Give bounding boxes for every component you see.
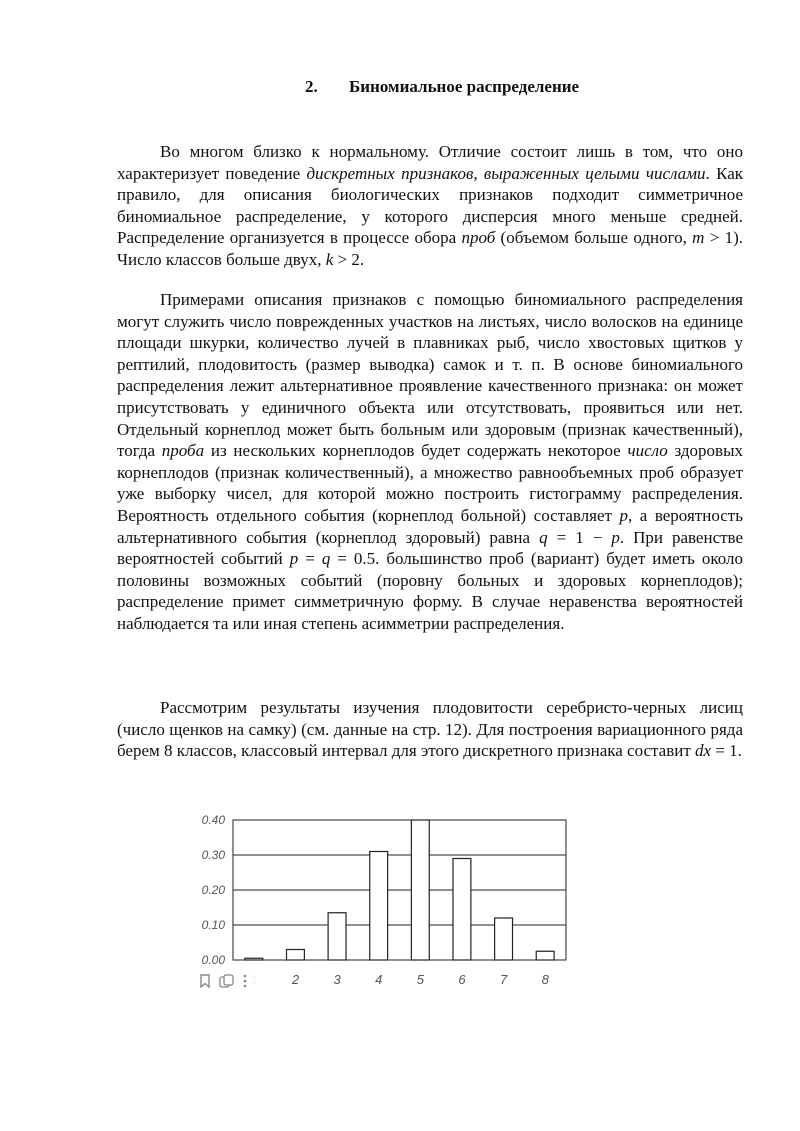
italic-term: проб bbox=[461, 228, 496, 248]
italic-term: dx bbox=[695, 741, 712, 761]
x-tick-label: 3 bbox=[333, 972, 341, 987]
text-run: = bbox=[298, 549, 322, 569]
text-run: (объемом больше одного, bbox=[495, 228, 693, 248]
x-tick-label: 5 bbox=[416, 972, 424, 987]
copy-icon[interactable] bbox=[219, 974, 235, 992]
x-tick-label: 2 bbox=[291, 972, 300, 987]
italic-term: p bbox=[619, 505, 628, 525]
paragraph-fox-data bbox=[117, 697, 743, 762]
x-tick-label: 8 bbox=[541, 972, 549, 987]
section-number: 2. bbox=[305, 77, 318, 96]
italic-term: число bbox=[627, 441, 668, 461]
more-icon[interactable] bbox=[243, 974, 247, 992]
x-tick-label: 7 bbox=[499, 972, 508, 987]
bar bbox=[536, 951, 554, 960]
italic-term: проба bbox=[161, 441, 205, 461]
text-run: , bbox=[473, 163, 484, 183]
text-run: . Как правило, для описания биологических признаков подходит симметричное биномиальное распределение, у которого дисперсия много меньше средней. Распределение организуется в процессе обора bbox=[117, 163, 744, 248]
text-run: Примерами описания признаков с помощью биномиального распределения могут служить число поврежденных участков на листьях, число волосков на единице площади шкурки, количество лучей в плавниках рыб, число хвостовых щитков у рептилий, плодовитость (размер выводка) самок и т. п. В основе биномиального распределения лежит альтернативное проявление качественного признака: он может присутствовать у единичного объекта или отсутствовать, проявиться или нет. Отдельный корнеплод может быть больным или здоровым (признак качественный), тогда bbox=[117, 290, 743, 461]
image-toolbar bbox=[193, 968, 279, 998]
italic-term: p bbox=[289, 549, 299, 569]
text-run: = 0.5. большинство проб (вариант) будет иметь около половины возможных событий (поровну больных и здоровых корнеплодов); распределение примет симметричную форму. В случае неравенства вероятностей наблюдается та или иная степень асимметрии распределения. bbox=[117, 549, 743, 633]
bar bbox=[495, 918, 513, 960]
text-run: > 2. bbox=[333, 249, 365, 269]
text-run: > 1). Число классов больше двух, bbox=[117, 228, 744, 269]
bar bbox=[328, 913, 346, 960]
x-tick-label: 4 bbox=[375, 972, 383, 987]
text-run: здоровых корнеплодов (признак количественный), а множество равнообъемных проб образует уже выборку чисел, для которой можно построить гистограмму распределения. Вероятность отдельного события (корнеплод больной) составляет bbox=[117, 441, 744, 525]
paragraph-intro bbox=[117, 141, 743, 271]
y-tick-label: 0.20 bbox=[201, 883, 225, 897]
y-tick-label: 0.10 bbox=[201, 918, 225, 932]
text-run: Рассмотрим результаты изучения плодовитости серебристо-черных лисиц (число щенков на самку) (см. данные на стр. 12). Для построения вариационного ряда берем 8 классов, классовый интервал для этого дискретного признака составит bbox=[117, 698, 743, 761]
text-run: из нескольких корнеплодов будет содержать некоторое bbox=[204, 441, 628, 461]
italic-term: выраженных целыми числами bbox=[483, 163, 706, 183]
italic-term: q bbox=[539, 527, 548, 547]
bar bbox=[453, 859, 471, 961]
text-run: = 1 − bbox=[547, 527, 612, 547]
italic-term: q bbox=[321, 549, 331, 569]
x-tick-label: 6 bbox=[458, 972, 466, 987]
text-run: Во многом близко к нормальному. Отличие состоит лишь в том, что оно характеризует поведение bbox=[117, 142, 743, 183]
italic-term: дискретных признаков bbox=[306, 163, 474, 183]
italic-term: m bbox=[692, 228, 705, 248]
bar bbox=[286, 950, 304, 961]
bar bbox=[411, 820, 429, 960]
bar bbox=[370, 852, 388, 961]
text-run: . При равенстве вероятностей событий bbox=[117, 527, 744, 569]
text-run: = 1. bbox=[711, 741, 742, 761]
y-tick-label: 0.00 bbox=[201, 953, 225, 967]
italic-term: p bbox=[611, 527, 620, 547]
text-run: , а вероятность альтернативного события (корнеплод здоровый) равна bbox=[117, 505, 743, 547]
bar bbox=[245, 958, 263, 960]
histogram-chart bbox=[188, 805, 578, 995]
section-title: Биномиальное распределение bbox=[349, 77, 580, 96]
y-tick-label: 0.30 bbox=[201, 848, 225, 862]
section-heading bbox=[305, 77, 579, 97]
y-tick-label: 0.40 bbox=[201, 813, 225, 827]
italic-term: k bbox=[325, 249, 334, 269]
paragraph-examples bbox=[117, 289, 743, 635]
bookmark-icon[interactable] bbox=[199, 974, 211, 992]
